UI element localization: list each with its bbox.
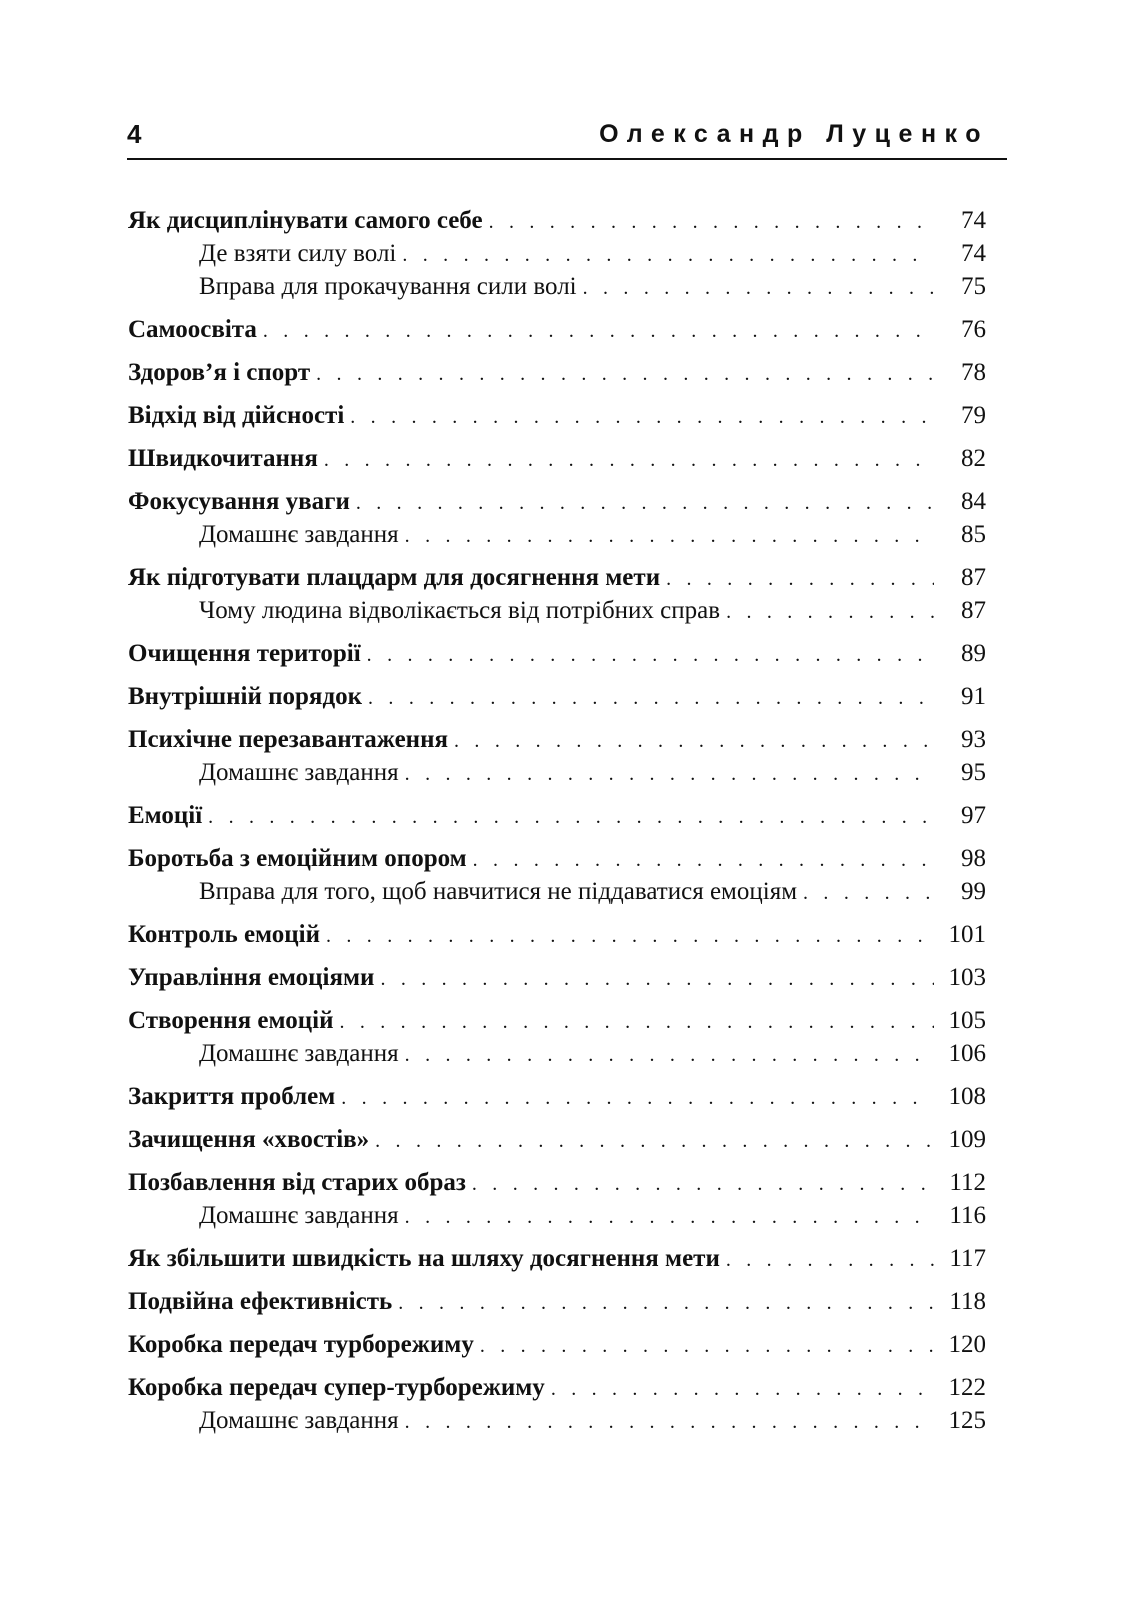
entry-page-number: 74 xyxy=(961,207,986,234)
entry-title: Швидкочитання xyxy=(128,445,318,472)
entry-title: Як підготувати плацдарм для досягнення мети xyxy=(128,564,661,591)
entry-page-number: 122 xyxy=(948,1374,986,1401)
toc-chapter-entry xyxy=(128,485,1008,518)
toc-subsection-entry xyxy=(128,1199,1008,1232)
dot-leader xyxy=(398,1287,934,1320)
entry-title: Як збільшити швидкість на шляху досягнення мети xyxy=(128,1245,720,1272)
dot-leader xyxy=(480,1330,934,1363)
entry-page-number: 120 xyxy=(948,1331,986,1358)
toc-chapter-entry xyxy=(128,1242,1008,1275)
entry-page-number: 74 xyxy=(961,240,986,267)
entry-title: Здоров’я і спорт xyxy=(128,359,311,386)
entry-page-number: 85 xyxy=(961,521,986,548)
dot-leader xyxy=(356,487,934,520)
entry-page-number: 79 xyxy=(961,402,986,429)
dot-leader xyxy=(339,1006,934,1039)
entry-title: Відхід від дійсності xyxy=(128,402,345,429)
entry-title: Як дисциплінувати самого себе xyxy=(128,207,483,234)
entry-page-number: 118 xyxy=(949,1288,986,1315)
entry-title: Домашнє завдання xyxy=(199,521,399,548)
dot-leader xyxy=(405,520,934,553)
toc-chapter-entry xyxy=(128,399,1008,432)
entry-title: Внутрішній порядок xyxy=(128,683,363,710)
entry-title: Чому людина відволікається від потрібних справ xyxy=(199,597,721,624)
entry-title: Створення емоцій xyxy=(128,1007,334,1034)
toc-chapter-entry xyxy=(128,204,1008,237)
toc-chapter-entry xyxy=(128,799,1008,832)
dot-leader xyxy=(368,682,934,715)
dot-leader xyxy=(454,725,934,758)
entry-title: Емоції xyxy=(128,802,203,829)
entry-page-number: 109 xyxy=(948,1126,986,1153)
dot-leader xyxy=(316,358,934,391)
dot-leader xyxy=(551,1373,934,1406)
toc-subsection-entry xyxy=(128,270,1008,303)
entry-page-number: 116 xyxy=(949,1202,986,1229)
toc-chapter-entry xyxy=(128,1328,1008,1361)
dot-leader xyxy=(405,1201,934,1234)
entry-page-number: 93 xyxy=(961,726,986,753)
toc-chapter-entry xyxy=(128,680,1008,713)
toc-chapter-entry xyxy=(128,637,1008,670)
entry-page-number: 101 xyxy=(948,921,986,948)
dot-leader xyxy=(666,563,934,596)
dot-leader xyxy=(489,206,934,239)
author-name: Олександр Луценко xyxy=(599,120,989,148)
toc-chapter-entry xyxy=(128,1285,1008,1318)
toc-subsection-entry xyxy=(128,875,1008,908)
entry-title: Домашнє завдання xyxy=(199,1040,399,1067)
entry-title: Подвійна ефективність xyxy=(128,1288,393,1315)
dot-leader xyxy=(726,1244,934,1277)
entry-page-number: 95 xyxy=(961,759,986,786)
entry-page-number: 117 xyxy=(949,1245,986,1272)
dot-leader xyxy=(324,444,934,477)
entry-page-number: 108 xyxy=(948,1083,986,1110)
dot-leader xyxy=(326,920,934,953)
dot-leader xyxy=(583,272,934,305)
toc-chapter-entry xyxy=(128,313,1008,346)
dot-leader xyxy=(263,315,934,348)
entry-title: Де взяти силу волі xyxy=(199,240,397,267)
dot-leader xyxy=(726,596,934,629)
toc-chapter-entry xyxy=(128,842,1008,875)
entry-title: Домашнє завдання xyxy=(199,759,399,786)
entry-title: Позбавлення від старих образ xyxy=(128,1169,466,1196)
entry-page-number: 84 xyxy=(961,488,986,515)
running-header xyxy=(127,118,1007,160)
dot-leader xyxy=(402,239,934,272)
dot-leader xyxy=(405,758,934,791)
dot-leader xyxy=(367,639,934,672)
entry-page-number: 87 xyxy=(961,597,986,624)
entry-title: Контроль емоцій xyxy=(128,921,320,948)
toc-subsection-entry xyxy=(128,756,1008,789)
table-of-contents xyxy=(128,204,1008,1437)
dot-leader xyxy=(208,801,934,834)
page-number: 4 xyxy=(127,119,142,149)
toc-subsection-entry xyxy=(128,1037,1008,1070)
toc-chapter-entry xyxy=(128,1004,1008,1037)
entry-title: Коробка передач турборежиму xyxy=(128,1331,474,1358)
toc-chapter-entry xyxy=(128,442,1008,475)
entry-page-number: 82 xyxy=(961,445,986,472)
entry-title: Вправа для того, щоб навчитися не піддаватися емоціям xyxy=(199,878,798,905)
entry-title: Психічне перезавантаження xyxy=(128,726,449,753)
entry-title: Зачищення «хвостів» xyxy=(128,1126,370,1153)
entry-page-number: 76 xyxy=(961,316,986,343)
toc-chapter-entry xyxy=(128,561,1008,594)
toc-chapter-entry xyxy=(128,918,1008,951)
toc-subsection-entry xyxy=(128,518,1008,551)
entry-page-number: 105 xyxy=(948,1007,986,1034)
toc-chapter-entry xyxy=(128,1123,1008,1156)
dot-leader xyxy=(341,1082,934,1115)
entry-title: Домашнє завдання xyxy=(199,1407,399,1434)
entry-page-number: 97 xyxy=(961,802,986,829)
dot-leader xyxy=(380,963,934,996)
entry-title: Самоосвіта xyxy=(128,316,257,343)
toc-subsection-entry xyxy=(128,594,1008,627)
entry-page-number: 91 xyxy=(961,683,986,710)
entry-page-number: 99 xyxy=(961,878,986,905)
entry-title: Закриття проблем xyxy=(128,1083,336,1110)
entry-page-number: 112 xyxy=(949,1169,986,1196)
entry-page-number: 89 xyxy=(961,640,986,667)
dot-leader xyxy=(375,1125,934,1158)
entry-page-number: 125 xyxy=(948,1407,986,1434)
dot-leader xyxy=(803,877,934,910)
toc-chapter-entry xyxy=(128,1166,1008,1199)
entry-title: Очищення території xyxy=(128,640,361,667)
entry-page-number: 98 xyxy=(961,845,986,872)
entry-title: Коробка передач супер-турборежиму xyxy=(128,1374,545,1401)
toc-chapter-entry xyxy=(128,1371,1008,1404)
toc-chapter-entry xyxy=(128,356,1008,389)
dot-leader xyxy=(405,1039,934,1072)
entry-title: Вправа для прокачування сили волі xyxy=(199,273,577,300)
entry-title: Боротьба з емоційним опором xyxy=(128,845,467,872)
entry-page-number: 87 xyxy=(961,564,986,591)
entry-title: Фокусування уваги xyxy=(128,488,350,515)
entry-title: Домашнє завдання xyxy=(199,1202,399,1229)
toc-chapter-entry xyxy=(128,1080,1008,1113)
entry-title: Управління емоціями xyxy=(128,964,375,991)
dot-leader xyxy=(350,401,934,434)
entry-page-number: 103 xyxy=(948,964,986,991)
dot-leader xyxy=(473,844,934,877)
entry-page-number: 106 xyxy=(948,1040,986,1067)
toc-subsection-entry xyxy=(128,1404,1008,1437)
entry-page-number: 78 xyxy=(961,359,986,386)
entry-page-number: 75 xyxy=(961,273,986,300)
dot-leader xyxy=(472,1168,934,1201)
dot-leader xyxy=(405,1406,934,1439)
toc-chapter-entry xyxy=(128,723,1008,756)
toc-subsection-entry xyxy=(128,237,1008,270)
toc-chapter-entry xyxy=(128,961,1008,994)
